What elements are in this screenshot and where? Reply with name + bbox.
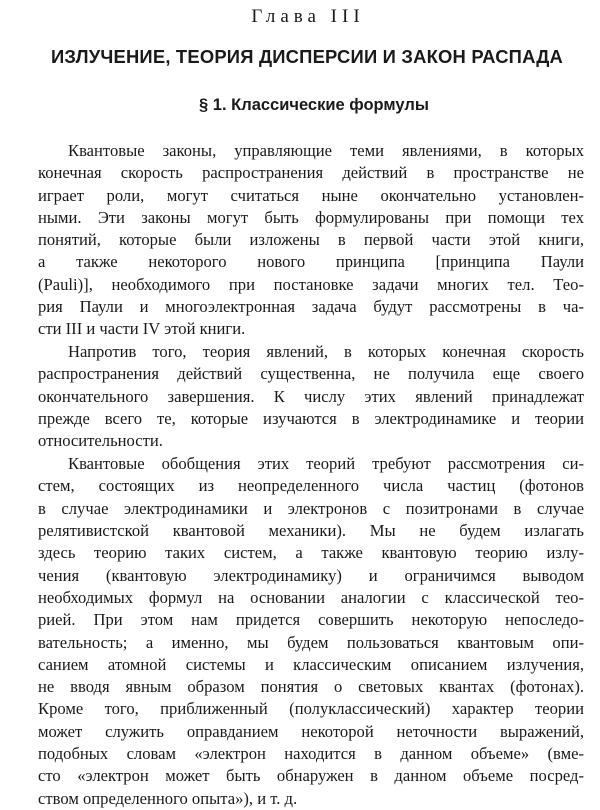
paragraph-3-line: подобных словам «электрон находится в данном объеме» (вме- — [38, 744, 584, 764]
paragraph-3-line: стем, состоящих из неопределенного числа частиц (фотонов — [38, 476, 584, 496]
paragraph-1-line: сти III и части IV этой книги. — [38, 319, 246, 339]
paragraph-3-line: сто «электрон может быть обнаружен в данном объеме посред- — [38, 766, 584, 786]
paragraph-3-line: в случае электродинамики и электронов с позитронами в случае — [38, 498, 584, 518]
body-text — [38, 140, 584, 810]
paragraph-3-line: здесь теорию таких систем, а также квантовую теорию излу- — [38, 543, 584, 563]
paragraph-3-line: Квантовые обобщения этих теорий требуют рассмотрения си- — [68, 454, 584, 474]
paragraph-1-line: (Pauli)], необходимого при постановке задачи многих тел. Тео- — [38, 274, 584, 294]
paragraph-3-line: вательность; а именно, мы будем пользоваться квантовым опи- — [38, 632, 584, 652]
paragraph-3-line: релятивистской квантовой механики). Мы не будем излагать — [38, 521, 584, 541]
paragraph-2-line: прежде всего те, которые изучаются в электродинамике и теории — [38, 409, 584, 429]
paragraph-2-line: окончательного завершения. К числу этих явлений принадлежат — [38, 386, 584, 406]
chapter-label: Глава III — [251, 6, 365, 27]
paragraph-2-line: распространения действий существенна, не получила еще своего — [38, 364, 584, 384]
paragraph-1-line: ными. Эти законы могут быть формулированы при помощи тех — [38, 207, 584, 227]
paragraph-3-line: чения (квантовую электродинамику) и ограничимся выводом — [38, 565, 584, 585]
paragraph-3-line: рией. При этом нам придется совершить некоторую непоследо- — [38, 610, 584, 630]
paragraph-3-line: не вводя явным образом понятия о световых квантах (фотонах). — [38, 677, 584, 697]
paragraph-3-line: санием атомной системы и классическим описанием излучения, — [38, 654, 584, 674]
paragraph-3-line: ством определенного опыта»), и т. д. — [38, 788, 298, 808]
paragraph-3-line: необходимых формул на основании аналогии с классической тео- — [38, 587, 584, 607]
paragraph-1-line: играет роли, могут считаться ныне окончательно установлен- — [38, 185, 584, 205]
paragraph-3-line: Кроме того, приближенный (полуклассический) характер теории — [38, 699, 584, 719]
paragraph-2-line: Напротив того, теория явлений, в которых конечная скорость — [68, 342, 584, 362]
paragraph-1-line: понятий, которые были изложены в первой части этой книги, — [38, 230, 584, 250]
paragraph-2-line: относительности. — [38, 431, 163, 451]
paragraph-1-line: конечная скорость распространения действий в пространстве не — [38, 163, 584, 183]
paragraph-1-line: рия Паули и многоэлектронная задача будут рассмотрены в ча- — [38, 297, 584, 317]
paragraph-3-line: может служить оправданием некоторой неточности выражений, — [38, 721, 584, 741]
paragraph-1-line: Квантовые законы, управляющие теми явлениями, в которых — [68, 141, 584, 160]
paragraph-1-line: а также некоторого нового принципа [принципа Паули — [38, 252, 584, 272]
chapter-title: ИЗЛУЧЕНИЕ, ТЕОРИЯ ДИСПЕРСИИ И ЗАКОН РАСПАДА — [50, 46, 564, 67]
section-title: § 1. Классические формулы — [199, 96, 429, 114]
